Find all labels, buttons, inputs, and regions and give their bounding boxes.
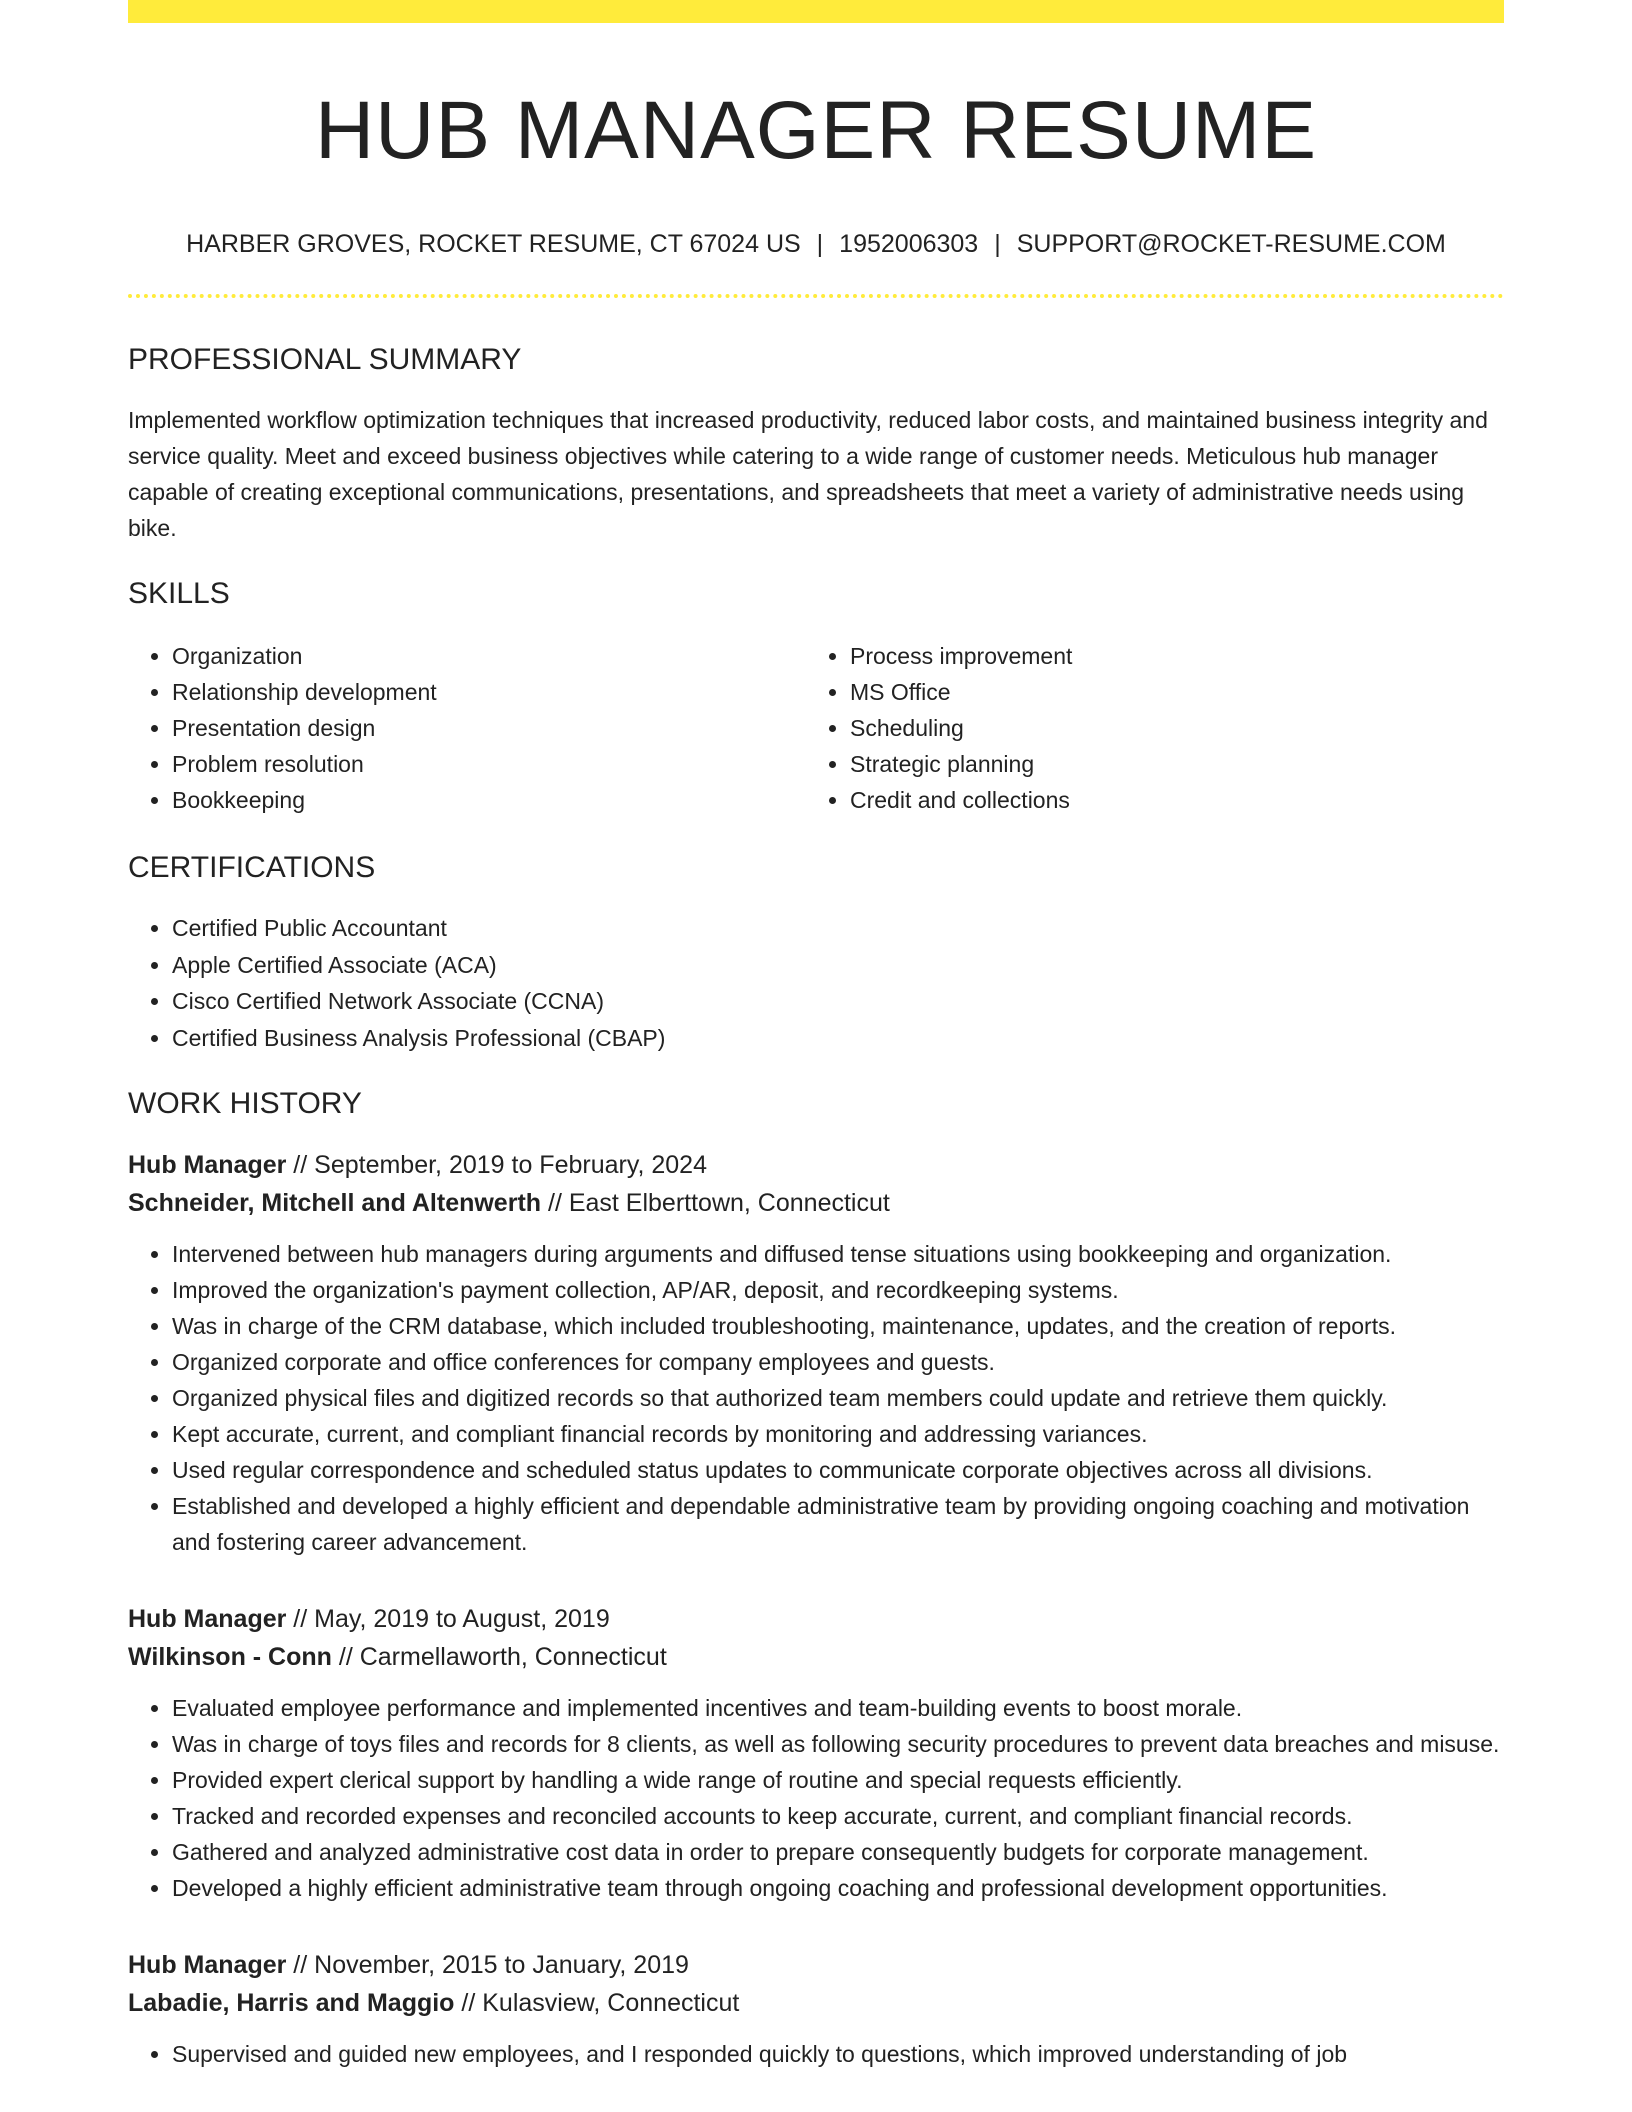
job-title-line — [128, 1946, 1504, 1984]
list-item: • Certified Business Analysis Professional (CBAP) — [172, 1020, 1504, 1057]
job-company: Labadie, Harris and Maggio — [128, 1989, 455, 2017]
list-item: • Used regular correspondence and scheduled status updates to communicate corporate objectives across all divisions. — [172, 1452, 1504, 1488]
list-item: • Intervened between hub managers during arguments and diffused tense situations using bookkeeping and organization. — [172, 1236, 1504, 1272]
list-item: • Was in charge of toys files and records for 8 clients, as well as following security procedures to prevent data breaches and misuse. — [172, 1726, 1504, 1762]
job-location: // East Elberttown, Connecticut — [541, 1189, 890, 1217]
list-item: • Was in charge of the CRM database, which included troubleshooting, maintenance, updates, and the creation of reports. — [172, 1308, 1504, 1344]
list-item: • Presentation design — [172, 710, 806, 746]
job-title-line — [128, 1600, 1504, 1638]
list-item: • Gathered and analyzed administrative cost data in order to prepare consequently budgets for corporate management. — [172, 1834, 1504, 1870]
list-item: • Evaluated employee performance and implemented incentives and team-building events to boost morale. — [172, 1690, 1504, 1726]
list-item: • Supervised and guided new employees, and I responded quickly to questions, which improved understanding of job — [172, 2036, 1504, 2072]
job-entry — [128, 1946, 1504, 2072]
skills-heading: SKILLS — [128, 577, 230, 610]
top-accent-bar — [128, 0, 1504, 23]
skills-list-left — [128, 638, 806, 818]
contact-address: HARBER GROVES, ROCKET RESUME, CT 67024 US — [186, 230, 801, 258]
job-company: Schneider, Mitchell and Altenwerth — [128, 1189, 542, 1217]
job-company: Wilkinson - Conn — [128, 1643, 332, 1671]
contact-phone: 1952006303 — [839, 230, 979, 258]
certifications-list — [128, 910, 1504, 1056]
job-title-line — [128, 1146, 1504, 1184]
list-item: • Certified Public Accountant — [172, 910, 1504, 947]
job-bullets — [128, 1690, 1504, 1906]
job-title: Hub Manager — [128, 1605, 287, 1633]
job-title: Hub Manager — [128, 1151, 287, 1179]
contact-separator: | — [816, 230, 824, 258]
list-item: • Organized physical files and digitized records so that authorized team members could update and retrieve them quickly. — [172, 1380, 1504, 1416]
work-history-heading: WORK HISTORY — [128, 1087, 362, 1120]
job-bullets — [128, 1236, 1504, 1560]
job-company-line — [128, 1984, 1504, 2022]
dotted-divider — [128, 294, 1504, 298]
list-item: • Credit and collections — [850, 782, 1484, 818]
summary-heading: PROFESSIONAL SUMMARY — [128, 343, 522, 376]
skills-list-right — [806, 638, 1484, 818]
list-item: • Strategic planning — [850, 746, 1484, 782]
job-entry — [128, 1146, 1504, 1560]
resume-page — [128, 0, 1504, 2072]
list-item: • Relationship development — [172, 674, 806, 710]
list-item: • Cisco Certified Network Associate (CCNA) — [172, 983, 1504, 1020]
job-location: // Kulasview, Connecticut — [454, 1989, 740, 2017]
job-bullets — [128, 2036, 1504, 2072]
list-item: • Process improvement — [850, 638, 1484, 674]
contact-email: SUPPORT@ROCKET-RESUME.COM — [1016, 230, 1446, 258]
job-company-line — [128, 1184, 1504, 1222]
list-item: • Apple Certified Associate (ACA) — [172, 947, 1504, 984]
list-item: • Developed a highly efficient administrative team through ongoing coaching and professional development opportunities. — [172, 1870, 1504, 1906]
job-dates: // September, 2019 to February, 2024 — [286, 1151, 707, 1179]
list-item: • Bookkeeping — [172, 782, 806, 818]
list-item: • Organized corporate and office conferences for company employees and guests. — [172, 1344, 1504, 1380]
skills-columns — [128, 638, 1504, 818]
summary-text: Implemented workflow optimization techniques that increased productivity, reduced labor costs, and maintained business integrity and service quality. Meet and exceed business objectives while catering to a wide range of customer needs. Meticulous hub manager capable of creating exceptional communications, presentations, and spreadsheets that meet a variety of administrative needs using bike. — [128, 407, 1488, 541]
job-title: Hub Manager — [128, 1951, 287, 1979]
page-title: HUB MANAGER RESUME — [314, 85, 1318, 176]
list-item: • Tracked and recorded expenses and reconciled accounts to keep accurate, current, and compliant financial records. — [172, 1798, 1504, 1834]
list-item: • Provided expert clerical support by handling a wide range of routine and special requests efficiently. — [172, 1762, 1504, 1798]
job-company-line — [128, 1638, 1504, 1676]
list-item: • Established and developed a highly efficient and dependable administrative team by providing ongoing coaching and motivation and fostering career advancement. — [172, 1488, 1504, 1560]
contact-separator: | — [994, 230, 1001, 258]
list-item: • MS Office — [850, 674, 1484, 710]
list-item: • Organization — [172, 638, 806, 674]
job-dates: // May, 2019 to August, 2019 — [286, 1605, 610, 1633]
job-entry — [128, 1600, 1504, 1906]
list-item: • Improved the organization's payment collection, AP/AR, deposit, and recordkeeping systems. — [172, 1272, 1504, 1308]
list-item: • Problem resolution — [172, 746, 806, 782]
job-dates: // November, 2015 to January, 2019 — [286, 1951, 689, 1979]
certifications-heading: CERTIFICATIONS — [128, 851, 376, 884]
list-item: • Scheduling — [850, 710, 1484, 746]
contact-line — [128, 229, 1504, 259]
job-location: // Carmellaworth, Connecticut — [331, 1643, 667, 1671]
list-item: • Kept accurate, current, and compliant financial records by monitoring and addressing variances. — [172, 1416, 1504, 1452]
